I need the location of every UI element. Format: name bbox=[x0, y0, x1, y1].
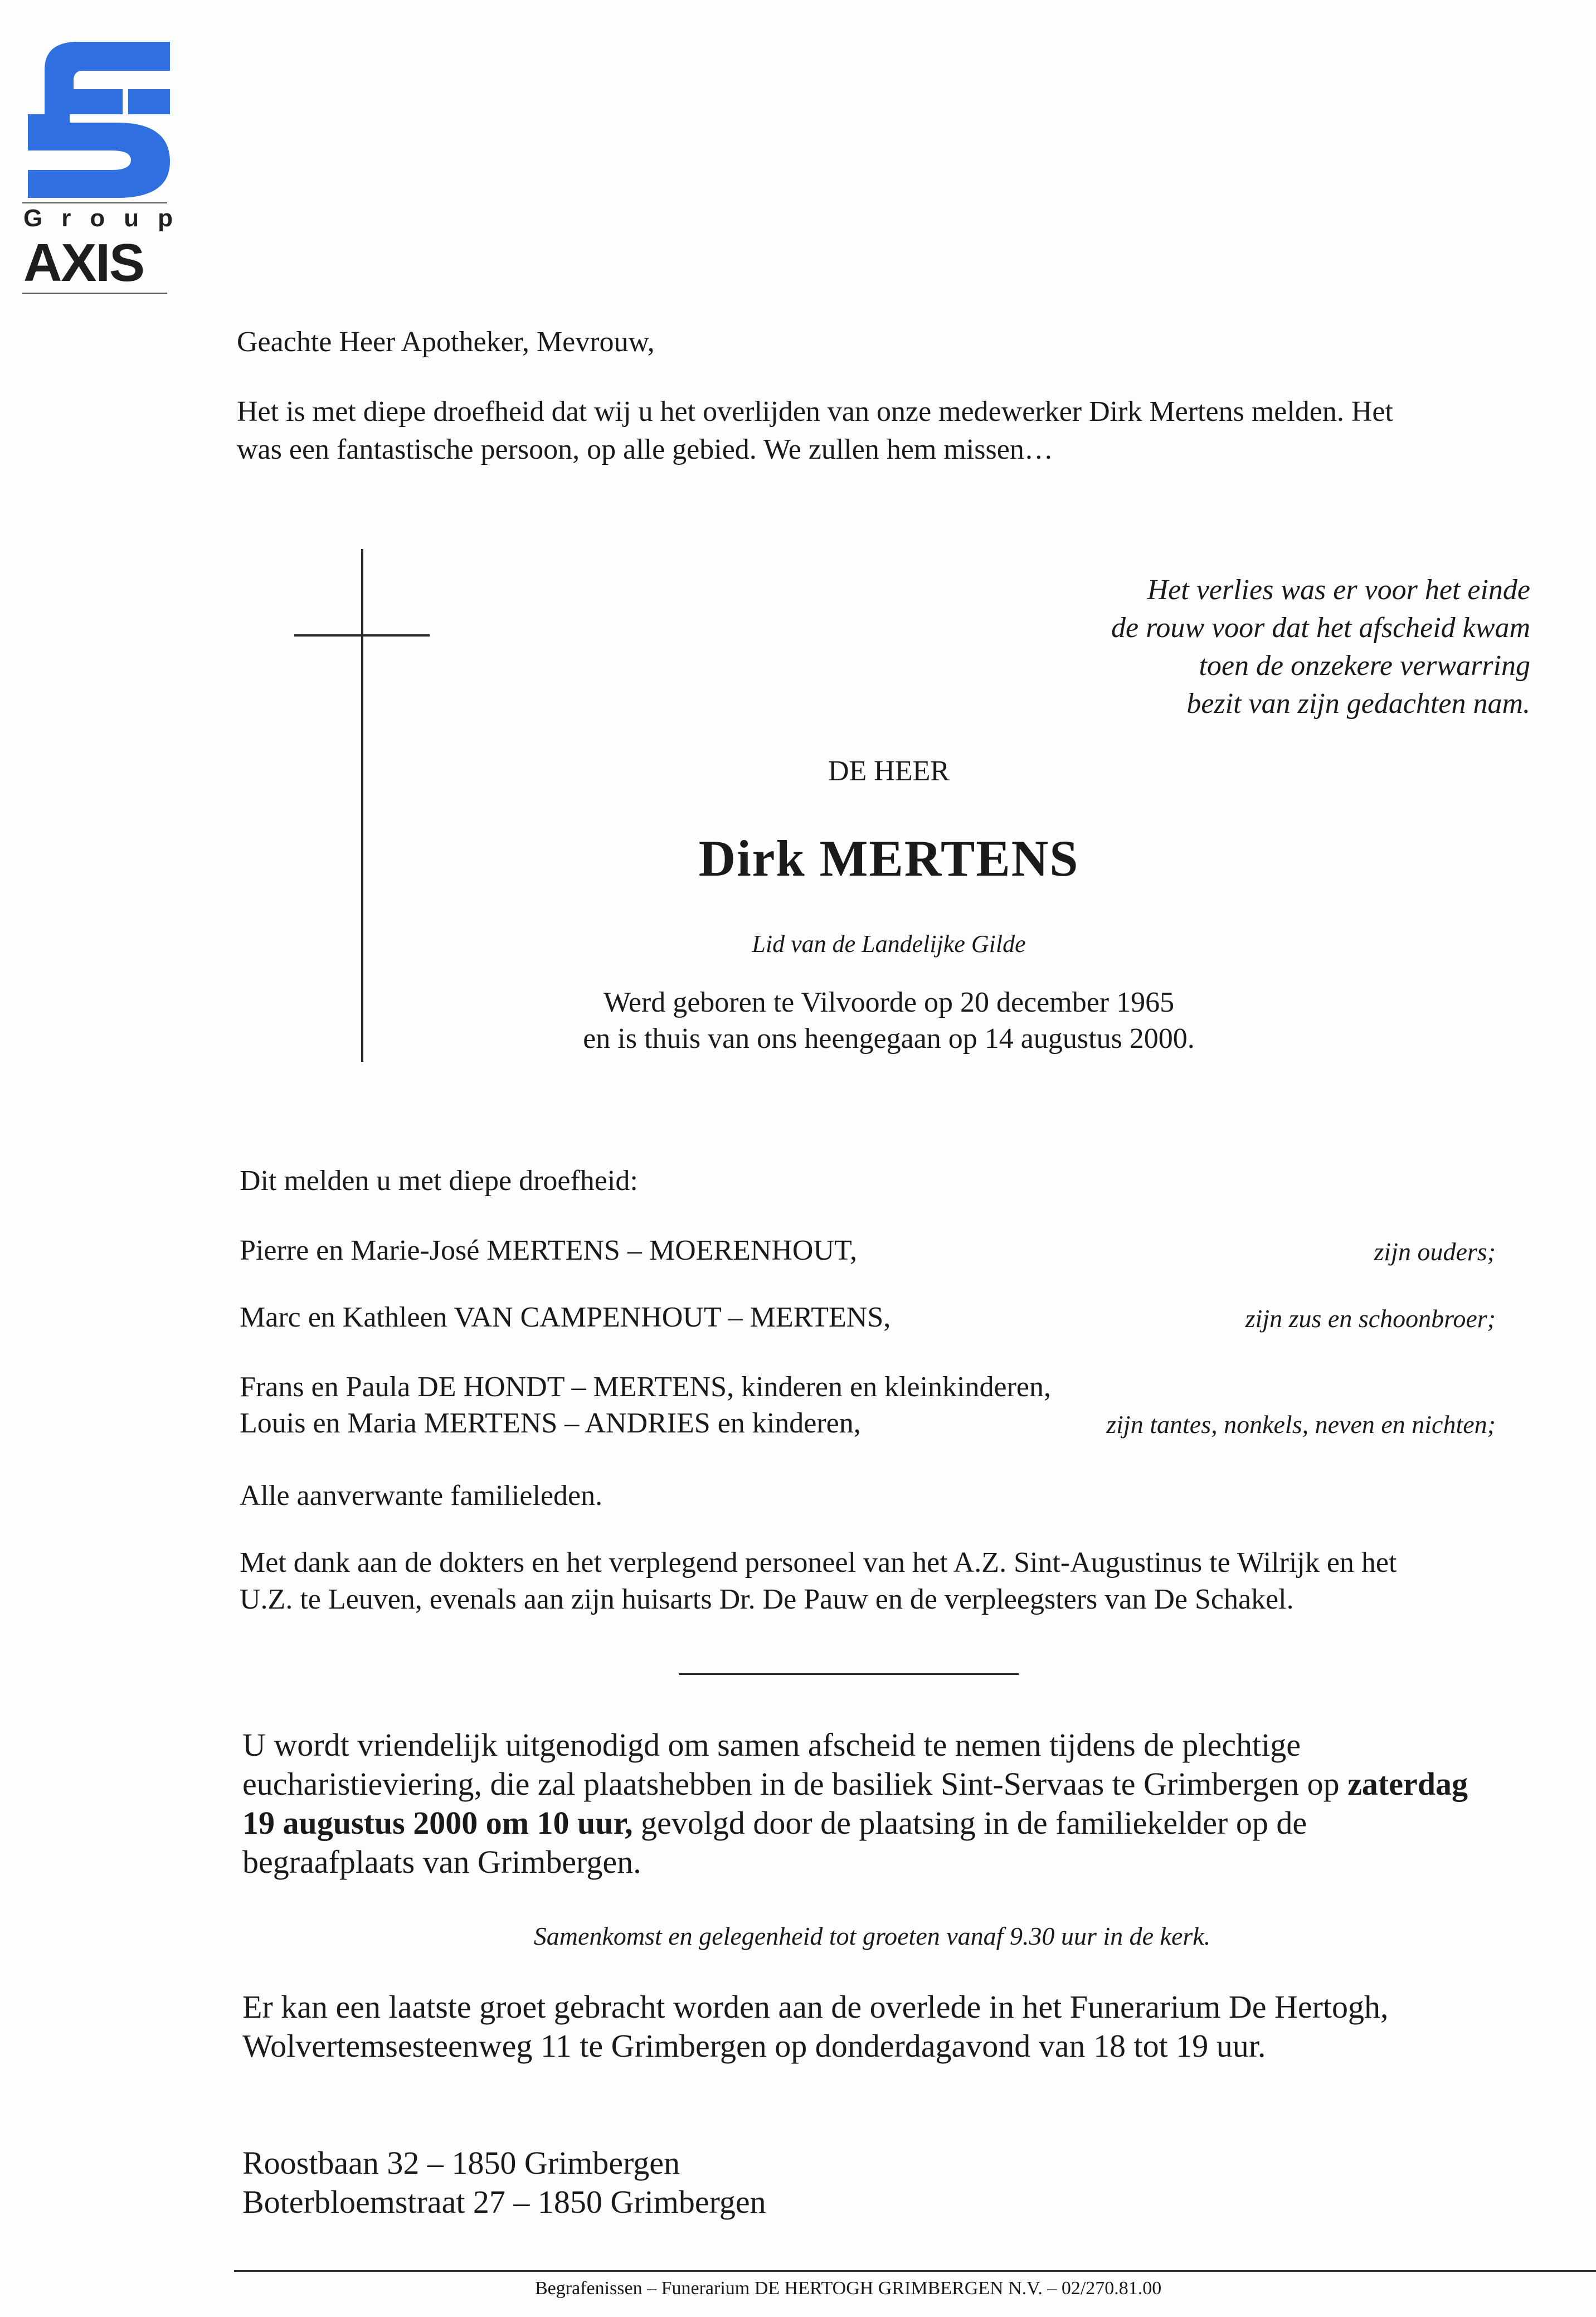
gathering-note: Samenkomst en gelegenheid tot groeten vanaf 9.30 uur in de kerk. bbox=[533, 1922, 1211, 1950]
ceremony-line-2 bbox=[242, 1764, 1468, 1804]
family-row-names: Marc en Kathleen VAN CAMPENHOUT – MERTENS, bbox=[240, 1301, 891, 1333]
logo-mark-icon bbox=[22, 31, 173, 198]
family-group-relation: zijn tantes, nonkels, neven en nichten; bbox=[1106, 1410, 1496, 1439]
logo-bottom-rule bbox=[22, 293, 167, 294]
logo-brand-text: AXIS bbox=[23, 233, 144, 293]
family-group-line-1: Frans en Paula DE HONDT – MERTENS, kinderen en kleinkinderen, bbox=[240, 1371, 1051, 1403]
cross-horizontal bbox=[294, 634, 430, 637]
poem bbox=[973, 571, 1530, 723]
ceremony-line-4: begraafplaats van Grimbergen. bbox=[242, 1844, 641, 1880]
section-divider bbox=[679, 1673, 1019, 1675]
born-line: Werd geboren te Vilvoorde op 20 december 1965 bbox=[603, 987, 1175, 1018]
logo-group-text: Group bbox=[23, 205, 192, 232]
address-line: Boterbloemstraat 27 – 1850 Grimbergen bbox=[242, 2184, 766, 2220]
logo-top-rule bbox=[22, 202, 167, 203]
died-line: en is thuis van ons heengegaan op 14 augustus 2000. bbox=[583, 1023, 1195, 1055]
ceremony-line-1: U wordt vriendelijk uitgenodigd om samen afscheid te nemen tijdens de plechtige bbox=[242, 1727, 1301, 1763]
address-line: Roostbaan 32 – 1850 Grimbergen bbox=[242, 2145, 680, 2181]
ceremony-line-3 bbox=[242, 1803, 1307, 1843]
cross-vertical bbox=[361, 549, 363, 1062]
membership: Lid van de Landelijke Gilde bbox=[752, 930, 1026, 958]
ceremony-date-time: 19 augustus 2000 om 10 uur, bbox=[242, 1805, 633, 1841]
family-group-line-2: Louis en Maria MERTENS – ANDRIES en kinderen, bbox=[240, 1407, 861, 1439]
farewell-line-2: Wolvertemsesteenweg 11 te Grimbergen op donderdagavond van 18 tot 19 uur. bbox=[242, 2028, 1266, 2064]
ceremony-line-3-text: gevolgd door de plaatsing in de familiekelder op de bbox=[632, 1805, 1307, 1841]
farewell-line-1: Er kan een laatste groet gebracht worden aan de overlede in het Funerarium De Hertogh, bbox=[242, 1989, 1389, 2025]
ceremony-line-2-text: eucharistieviering, die zal plaatshebben in de basiliek Sint-Servaas te Grimbergen op bbox=[242, 1766, 1348, 1802]
thanks-line-2: U.Z. te Leuven, evenals aan zijn huisarts Dr. De Pauw en de verpleegsters van De Schakel. bbox=[240, 1583, 1294, 1615]
thanks-line-1: Met dank aan de dokters en het verplegend personeel van het A.Z. Sint-Augustinus te Wilrijk en het bbox=[240, 1547, 1397, 1578]
family-row-relation: zijn zus en schoonbroer; bbox=[1245, 1304, 1496, 1333]
family-row-names: Pierre en Marie-José MERTENS – MOERENHOUT, bbox=[240, 1235, 857, 1266]
poem-line: toen de onzekere verwarring bbox=[1199, 650, 1530, 682]
salutation: Geachte Heer Apotheker, Mevrouw, bbox=[237, 326, 655, 358]
family-intro: Dit melden u met diepe droefheid: bbox=[240, 1165, 638, 1197]
footer-rule bbox=[234, 2270, 1596, 2272]
poem-line: Het verlies was er voor het einde bbox=[1147, 574, 1530, 606]
honorific: DE HEER bbox=[828, 755, 950, 787]
intro-line-1: Het is met diepe droefheid dat wij u het overlijden van onze medewerker Dirk Mertens melden. Het bbox=[237, 396, 1393, 428]
deceased-name: Dirk MERTENS bbox=[698, 830, 1079, 887]
group-axis-logo bbox=[22, 31, 192, 293]
poem-line: de rouw voor dat het afscheid kwam bbox=[1111, 612, 1530, 644]
intro-line-2: was een fantastische persoon, op alle gebied. We zullen hem missen… bbox=[237, 434, 1053, 465]
ceremony-date-day: zaterdag bbox=[1347, 1766, 1468, 1802]
relatives-line: Alle aanverwante familieleden. bbox=[240, 1480, 603, 1512]
poem-line: bezit van zijn gedachten nam. bbox=[1186, 688, 1530, 720]
family-row-relation: zijn ouders; bbox=[1374, 1237, 1496, 1266]
footer-text: Begrafenissen – Funerarium DE HERTOGH GRIMBERGEN N.V. – 02/270.81.00 bbox=[535, 2278, 1162, 2299]
